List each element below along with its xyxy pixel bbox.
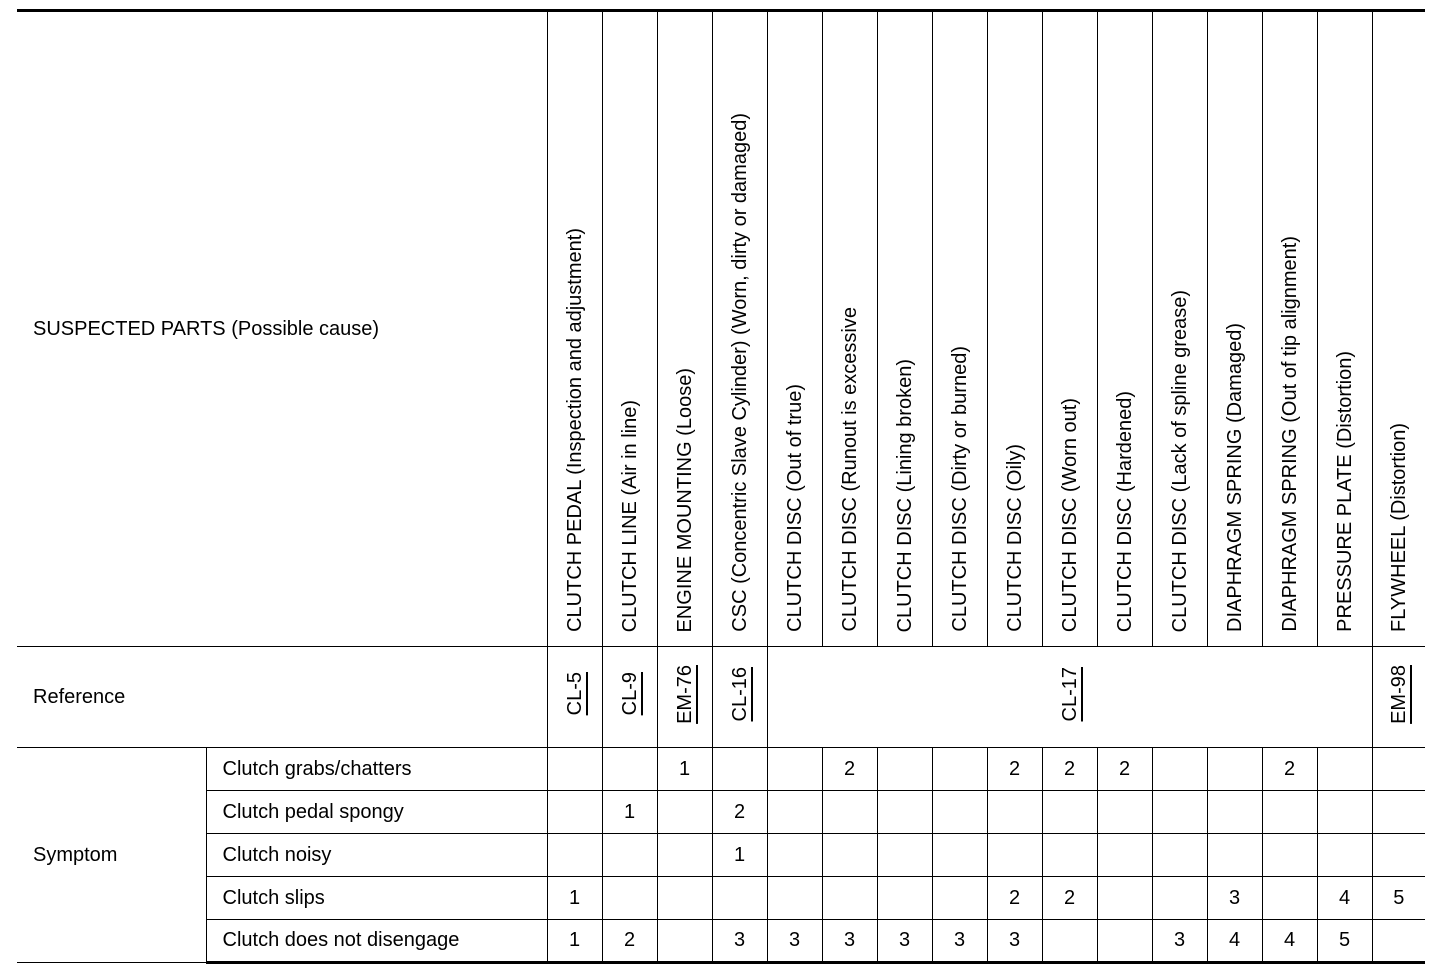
column-header-label: CLUTCH DISC (Hardened) [1113, 390, 1136, 632]
priority-cell [877, 834, 932, 877]
column-header [1097, 11, 1152, 647]
priority-cell [1317, 748, 1372, 791]
column-header [1152, 11, 1207, 647]
column-header [932, 11, 987, 647]
priority-cell [1372, 834, 1425, 877]
priority-cell [602, 834, 657, 877]
priority-cell [1262, 834, 1317, 877]
symptom-label: Clutch grabs/chatters [206, 748, 547, 791]
column-header [822, 11, 877, 647]
column-header-label: CLUTCH DISC (Lack of spline grease) [1168, 289, 1191, 632]
priority-cell [657, 920, 712, 963]
priority-cell [987, 834, 1042, 877]
column-header [767, 11, 822, 647]
column-header-label: ENGINE MOUNTING (Loose) [673, 367, 696, 632]
priority-cell [1262, 877, 1317, 920]
priority-cell: 3 [767, 920, 822, 963]
reference-cell [712, 647, 767, 748]
symptom-label: Clutch pedal spongy [206, 791, 547, 834]
priority-cell: 3 [1207, 877, 1262, 920]
symptom-row [17, 920, 1425, 963]
column-header-label: CLUTCH DISC (Dirty or burned) [948, 346, 971, 632]
column-header-label: PRESSURE PLATE (Distortion) [1333, 351, 1356, 632]
priority-cell [1097, 920, 1152, 963]
column-header [1262, 11, 1317, 647]
priority-cell: 1 [547, 877, 602, 920]
symptom-label: Clutch noisy [206, 834, 547, 877]
priority-cell [1372, 920, 1425, 963]
column-header-label: CLUTCH DISC (Out of true) [783, 384, 806, 632]
priority-cell: 4 [1207, 920, 1262, 963]
column-header-label: DIAPHRAGM SPRING (Out of tip alignment) [1278, 236, 1301, 632]
priority-cell [767, 877, 822, 920]
priority-cell [767, 834, 822, 877]
priority-cell: 3 [987, 920, 1042, 963]
priority-cell [1152, 834, 1207, 877]
priority-cell: 5 [1317, 920, 1372, 963]
symptom-row [17, 791, 1425, 834]
column-header [1317, 11, 1372, 647]
symptom-row [17, 877, 1425, 920]
priority-cell: 5 [1372, 877, 1425, 920]
priority-cell [657, 877, 712, 920]
priority-cell [1097, 877, 1152, 920]
priority-cell: 2 [987, 748, 1042, 791]
priority-cell [1097, 791, 1152, 834]
reference-cell [1372, 647, 1425, 748]
priority-cell [1042, 791, 1097, 834]
priority-cell: 2 [602, 920, 657, 963]
priority-cell [1372, 791, 1425, 834]
column-header [1372, 11, 1425, 647]
priority-cell [547, 748, 602, 791]
symptom-row [17, 748, 1425, 791]
reference-link-cl-5[interactable]: CL-5 [563, 672, 586, 716]
column-header-label: CLUTCH DISC (Worn out) [1058, 397, 1081, 632]
reference-link-em-76[interactable]: EM-76 [673, 664, 696, 724]
column-header [1207, 11, 1262, 647]
priority-cell [932, 748, 987, 791]
priority-cell [877, 791, 932, 834]
priority-cell [1317, 834, 1372, 877]
priority-cell [877, 877, 932, 920]
reference-cell [767, 647, 1372, 748]
priority-cell [547, 834, 602, 877]
column-header [657, 11, 712, 647]
priority-cell [1152, 791, 1207, 834]
priority-cell [657, 791, 712, 834]
priority-cell [1152, 748, 1207, 791]
priority-cell: 2 [822, 748, 877, 791]
priority-cell [1042, 834, 1097, 877]
column-header-label: CSC (Concentric Slave Cylinder) (Worn, dirty or damaged) [728, 113, 751, 632]
reference-link-cl-16[interactable]: CL-16 [728, 666, 751, 722]
column-header-label: CLUTCH PEDAL (Inspection and adjustment) [563, 228, 586, 632]
column-header-label: CLUTCH DISC (Runout is excessive [838, 307, 861, 632]
column-header-label: CLUTCH DISC (Lining broken) [893, 358, 916, 632]
column-header-label: CLUTCH DISC (Oily) [1003, 444, 1026, 632]
priority-cell [547, 791, 602, 834]
priority-cell: 1 [712, 834, 767, 877]
priority-cell [822, 834, 877, 877]
priority-cell: 3 [712, 920, 767, 963]
priority-cell [1207, 748, 1262, 791]
reference-link-em-98[interactable]: EM-98 [1387, 664, 1410, 724]
priority-cell: 3 [932, 920, 987, 963]
priority-cell [1097, 834, 1152, 877]
priority-cell: 3 [822, 920, 877, 963]
symptom-row [17, 834, 1425, 877]
priority-cell: 2 [1042, 877, 1097, 920]
reference-cell [602, 647, 657, 748]
symptom-label: Clutch does not disengage [206, 920, 547, 963]
reference-row [17, 647, 1425, 748]
column-header [712, 11, 767, 647]
priority-cell [877, 748, 932, 791]
diagnosis-table [17, 9, 1425, 964]
priority-cell: 3 [877, 920, 932, 963]
priority-cell: 2 [1042, 748, 1097, 791]
priority-cell [932, 877, 987, 920]
column-header [987, 11, 1042, 647]
priority-cell: 2 [1262, 748, 1317, 791]
reference-cell [547, 647, 602, 748]
priority-cell [932, 834, 987, 877]
column-header [547, 11, 602, 647]
reference-link-cl-9[interactable]: CL-9 [618, 672, 641, 716]
reference-title: Reference [17, 647, 547, 748]
column-header [602, 11, 657, 647]
column-header [877, 11, 932, 647]
symptom-title: Symptom [17, 748, 206, 963]
column-header-label: FLYWHEEL (Distortion) [1387, 423, 1410, 632]
priority-cell: 1 [547, 920, 602, 963]
priority-cell [1152, 877, 1207, 920]
priority-cell [932, 791, 987, 834]
priority-cell: 4 [1317, 877, 1372, 920]
column-header-label: CLUTCH LINE (Air in line) [618, 399, 641, 632]
priority-cell: 2 [712, 791, 767, 834]
priority-cell [1262, 791, 1317, 834]
priority-cell [767, 791, 822, 834]
header-row [17, 11, 1425, 647]
priority-cell: 2 [987, 877, 1042, 920]
priority-cell: 4 [1262, 920, 1317, 963]
priority-cell [602, 877, 657, 920]
priority-cell [822, 791, 877, 834]
priority-cell [602, 748, 657, 791]
priority-cell [767, 748, 822, 791]
priority-cell [1042, 920, 1097, 963]
priority-cell [1317, 791, 1372, 834]
priority-cell [1207, 791, 1262, 834]
priority-cell [822, 877, 877, 920]
suspected-parts-title: SUSPECTED PARTS (Possible cause) [17, 11, 547, 647]
reference-link-cl-17[interactable]: CL-17 [1058, 666, 1081, 722]
symptom-label: Clutch slips [206, 877, 547, 920]
priority-cell: 1 [602, 791, 657, 834]
priority-cell [1372, 748, 1425, 791]
column-header [1042, 11, 1097, 647]
priority-cell: 2 [1097, 748, 1152, 791]
priority-cell [987, 791, 1042, 834]
priority-cell [712, 877, 767, 920]
column-header-label: DIAPHRAGM SPRING (Damaged) [1223, 323, 1246, 632]
priority-cell: 3 [1152, 920, 1207, 963]
priority-cell [1207, 834, 1262, 877]
priority-cell [712, 748, 767, 791]
priority-cell: 1 [657, 748, 712, 791]
reference-cell [657, 647, 712, 748]
priority-cell [657, 834, 712, 877]
